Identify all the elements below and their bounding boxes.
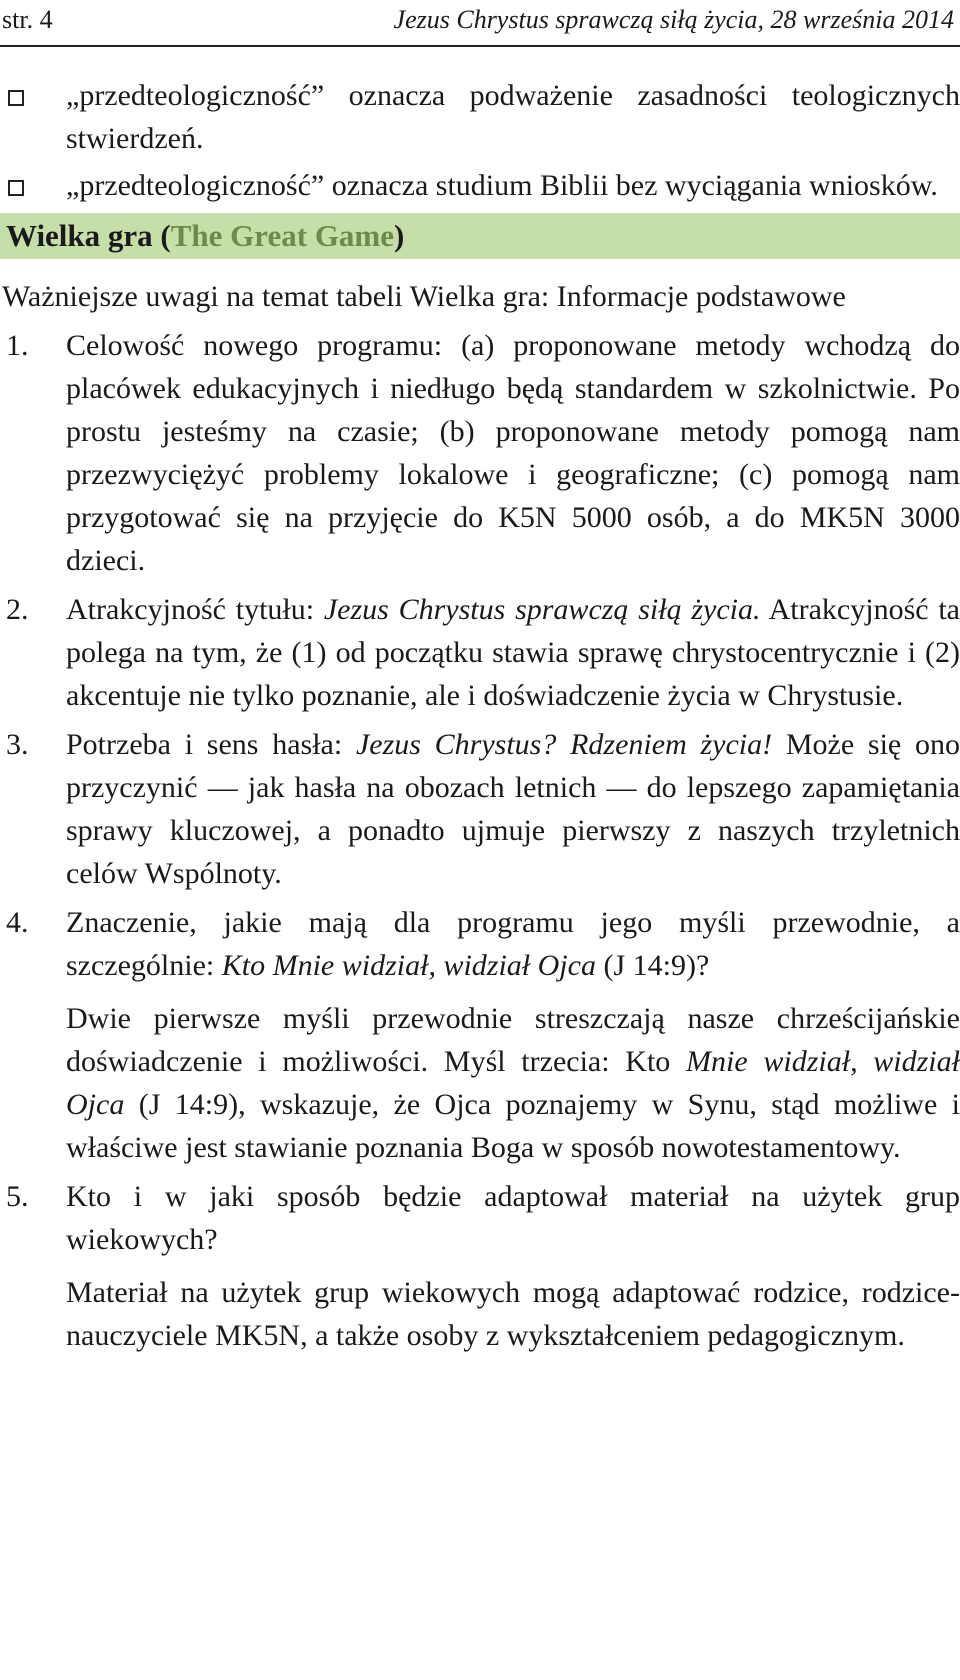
- list-item-lead-italic: Jezus Chrystus sprawczą siłą życia.: [323, 593, 761, 626]
- section-title-english: The Great Game: [170, 218, 395, 253]
- list-item-body: Atrakcyjność ta polega na tym, że (1) od początku stawia sprawę chrystocentrycznie i (2) akcentuje nie tylko poznanie, ale i doświadczenie życia w Chrystusie.: [66, 593, 960, 712]
- section-title-close: ): [394, 218, 405, 253]
- list-item-text: [66, 723, 960, 895]
- section-title: Wielka gra (: [6, 218, 171, 253]
- answer-text-end: (J 14:9), wskazuje, że Ojca poznajemy w Synu, stąd możliwe i właściwe jest stawianie poznania Boga w sposób nowotestamentowy.: [66, 1088, 960, 1164]
- list-item-body: Może się ono przyczynić — jak hasła na obozach letnich — do lepszego zapamiętania sprawy kluczowej, a ponadto ujmuje pierwszy z naszych trzyletnich celów Wspólnoty.: [66, 728, 960, 890]
- section-heading: [0, 213, 960, 259]
- list-item-lead-italic: Jezus Chrystus? Rdzeniem życia!: [355, 728, 773, 761]
- list-item-number: 5.: [6, 1180, 29, 1213]
- answer-italic: Mnie widział, widział Ojca: [66, 1045, 960, 1121]
- list-item-lead-italic: Kto Mnie widział, widział Ojca: [221, 949, 596, 982]
- list-item-number: 4.: [6, 906, 29, 939]
- list-item-text: [66, 588, 960, 717]
- list-item-text: [66, 901, 960, 987]
- list-item-lead: Potrzeba i sens hasła:: [66, 728, 356, 761]
- checkbox-icon[interactable]: [8, 90, 24, 106]
- checkbox-item: [0, 74, 960, 160]
- list-item: [0, 901, 960, 987]
- list-item: [0, 723, 960, 895]
- page-number: str. 4: [2, 5, 53, 34]
- list-item-text: Kto i w jaki sposób będzie adaptował materiał na użytek grup wiekowych?: [66, 1180, 960, 1256]
- list-item-answer: [0, 997, 960, 1169]
- checkbox-icon[interactable]: [8, 180, 24, 196]
- checkbox-item-text: „przedteologiczność” oznacza podważenie zasadności teologicznych stwierdzeń.: [66, 79, 960, 155]
- list-item-answer: Materiał na użytek grup wiekowych mogą adaptować rodzice, rodzice-nauczyciele MK5N, a także osoby z wykształceniem pedagogicznym.: [66, 1276, 960, 1352]
- list-item: [0, 588, 960, 717]
- list-item: [0, 324, 960, 582]
- answer-text: Dwie pierwsze myśli przewodnie streszczają nasze chrześcijańskie doświadczenie i możliwości. Myśl trzecia: Kto: [66, 1002, 960, 1078]
- list-item-number: 2.: [6, 593, 29, 626]
- page-header: [0, 0, 960, 47]
- list-item-text: Celowość nowego programu: (a) proponowane metody wchodzą do placówek edukacyjnych i niedługo będą standardem w szkolnictwie. Po prostu jesteśmy na czasie; (b) proponowane metody pomogą nam przezwyciężyć problemy lokalowe i geograficzne; (c) pomogą nam przygotować się na przyjęcie do K5N 5000 osób, a do MK5N 3000 dzieci.: [66, 329, 960, 577]
- list-item-lead: Znaczenie, jakie mają dla programu jego myśli przewodnie, a szczególnie:: [66, 906, 960, 982]
- section-intro: Ważniejsze uwagi na temat tabeli Wielka gra: Informacje podstawowe: [2, 280, 846, 313]
- page-body: [0, 74, 960, 1357]
- list-item-lead: Atrakcyjność tytułu:: [66, 593, 324, 626]
- list-item-body: (J 14:9)?: [595, 949, 710, 982]
- checkbox-item: [0, 164, 960, 207]
- list-item-number: 3.: [6, 728, 29, 761]
- running-title: Jezus Chrystus sprawczą siłą życia, 28 września 2014: [393, 5, 954, 34]
- list-item: [0, 1175, 960, 1261]
- list-item-number: 1.: [6, 329, 29, 362]
- checkbox-item-text: „przedteologiczność” oznacza studium Biblii bez wyciągania wniosków.: [66, 169, 938, 202]
